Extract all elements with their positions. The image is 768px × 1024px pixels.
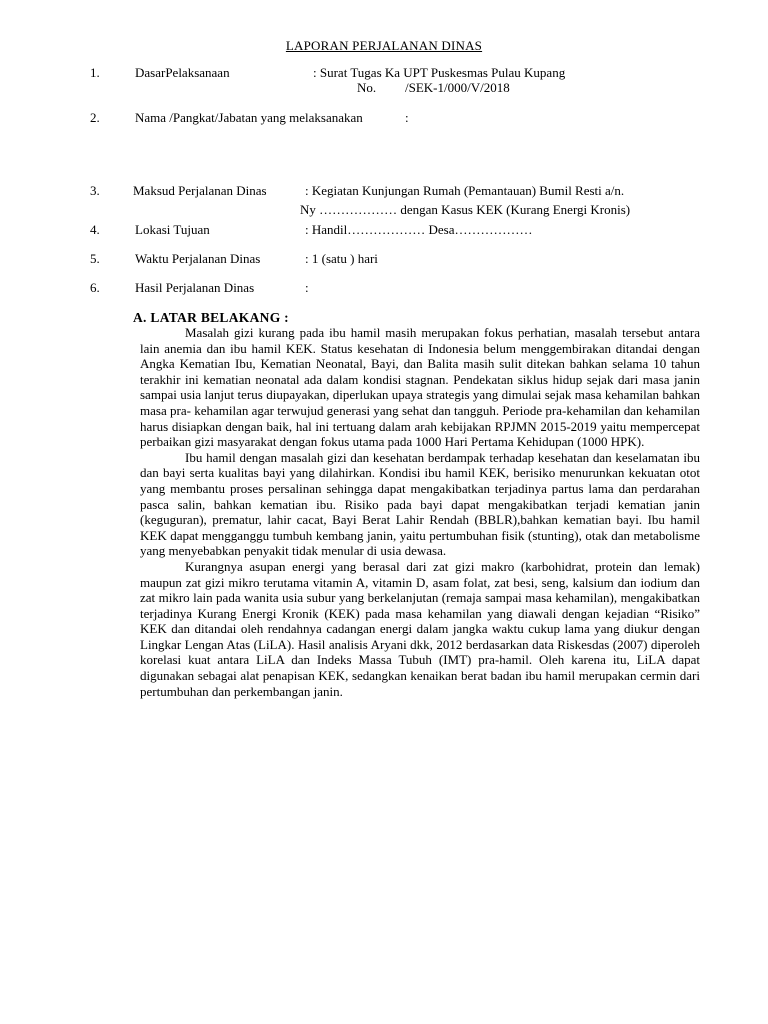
item-number: 6.	[90, 280, 100, 295]
item-value: : 1 (satu ) hari	[305, 251, 378, 266]
item-number: 5.	[90, 251, 100, 266]
item-value: :	[405, 110, 409, 125]
item-value: : Surat Tugas Ka UPT Puskesmas Pulau Kupang	[313, 65, 566, 80]
item-number: 3.	[90, 183, 100, 198]
item-number: 4.	[90, 222, 100, 237]
item-number: 1.	[90, 65, 100, 80]
item-value: :	[305, 280, 309, 295]
item-value-line2: Ny ……………… dengan Kasus KEK (Kurang Energi Kronis)	[300, 202, 631, 217]
section-body	[140, 325, 700, 699]
item-label: DasarPelaksanaan	[135, 65, 230, 80]
item-label: Waktu Perjalanan Dinas	[135, 251, 261, 266]
item-label: Hasil Perjalanan Dinas	[135, 280, 255, 295]
item-label: Lokasi Tujuan	[135, 222, 210, 237]
paragraph-3: Kurangnya asupan energi yang berasal dari zat gizi makro (karbohidrat, protein dan lemak) maupun zat gizi mikro terutama vitamin A, vitamin D, asam folat, zat besi, seng, kalsium dan iodium dan zat mikro lain pada wanita usia subur yang berkelanjutan (remaja sampai masa kehamilan), mengakibatkan terjadinya Kurang Energi Kronik (KEK) pada masa kehamilan yang diawali dengan kejadian “Risiko” KEK dan ditandai oleh rendahnya cadangan energi dalam jangka waktu cukup lama yang diukur dengan Lingkar Lengan Atas (LiLA). Hasil analisis Aryani dkk, 2012 berdasarkan data Riskesdas (2007) diperoleh korelasi kuat antara LiLA dan Indeks Massa Tubuh (IMT) pra-hamil. Oleh karena itu, LiLA dapat digunakan sebagai alat penapisan KEK, sedangkan kenaikan berat badan ibu hamil merupakan cermin dari pertumbuhan dan perkembangan janin.	[140, 558, 700, 699]
item-value-sek: /SEK-1/000/V/2018	[405, 80, 510, 95]
item-value: : Kegiatan Kunjungan Rumah (Pemantauan) Bumil Resti a/n.	[305, 183, 625, 198]
item-value: : Handil……………… Desa………………	[305, 222, 533, 237]
item-label: Nama /Pangkat/Jabatan yang melaksanakan	[135, 110, 363, 125]
paragraph-2: Ibu hamil dengan masalah gizi dan kesehatan berdampak terhadap kesehatan dan keselamatan ibu dan bayi serta kualitas bayi yang dilahirkan. Kondisi ibu hamil KEK, berisiko menurunkan kekuatan otot yang membantu proses persalinan sehingga dapat mengakibatkan terjadinya partus lama dan perdarahan pasca salin, bahkan kematian ibu. Risiko pada bayi dapat mengakibatkan terjadi kematian janin (keguguran), prematur, lahir cacat, Bayi Berat Lahir Rendah (BBLR),bahkan kematian bayi. Ibu hamil KEK dapat mengganggu tumbuh kembang janin, yaitu pertumbuhan fisik (stunting), otak dan metabolisme yang menyebabkan penyakit tidak menular di usia dewasa.	[140, 449, 700, 559]
item-label: Maksud Perjalanan Dinas	[133, 183, 267, 198]
document-title: LAPORAN PERJALANAN DINAS	[285, 38, 483, 53]
item-value-no: No.	[357, 80, 377, 95]
paragraph-1: Masalah gizi kurang pada ibu hamil masih merupakan fokus perhatian, masalah tersebut antara lain anemia dan ibu hamil KEK. Status kesehatan di Indonesia belum menggembirakan ditandai dengan Angka Kematian Ibu, Kematian Neonatal, Bayi, dan Balita masih sulit ditekan bahkan selama 10 tahun terakhir ini kematian neonatal ada dalam kondisi stagnan. Pendekatan siklus hidup sejak dari masa janin sampai usia lanjut terus diupayakan, diperlukan upaya strategis yang dimulai sejak masa kehamilan bahkan masa pra- kehamilan agar terwujud generasi yang sehat dan tangguh. Periode pra-kehamilan dan kehamilan harus disiapkan dengan baik, hal ini tertuang dalam arah kebijakan RPJMN 2015-2019 yaitu mempercepat perbaikan gizi masyarakat dengan fokus utama pada 1000 Hari Pertama Kehidupan (1000 HPK).	[140, 325, 700, 450]
item-number: 2.	[90, 110, 100, 125]
section-heading-latar-belakang: A. LATAR BELAKANG :	[133, 310, 289, 325]
